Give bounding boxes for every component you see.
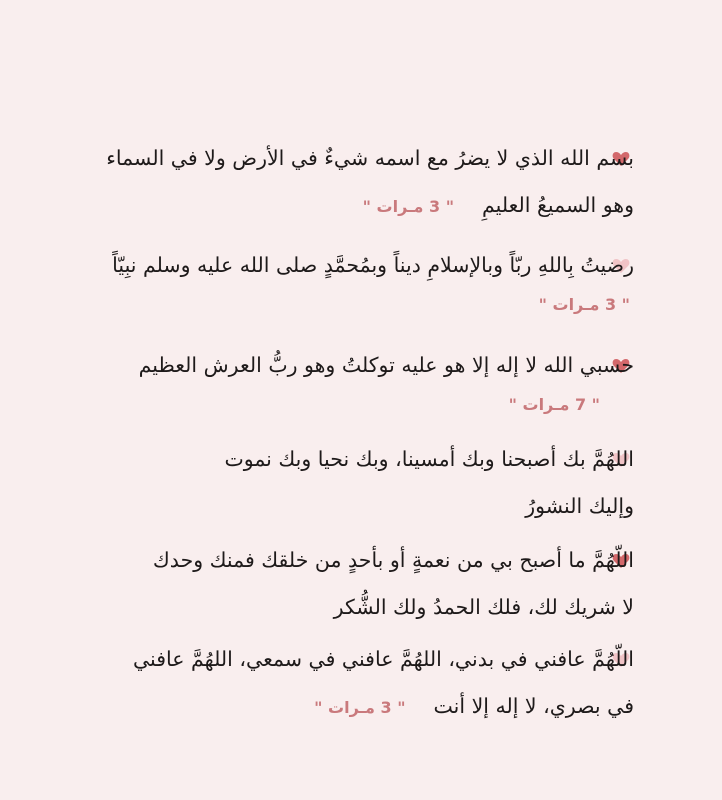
dhikr-text: رضيتُ بِاللهِ ربّاً وبالإسلامِ ديناً وبمُحمَّدٍ صلى الله عليه وسلم نبِيّاً: [112, 253, 634, 277]
repeat-count: " 7 مـرات ": [508, 395, 600, 414]
dhikr-item: [74, 350, 634, 417]
dhikr-item: [74, 644, 634, 722]
dhikr-text-line-2: وإليك النشورُ: [525, 494, 634, 518]
dhikr-text-line-2: لا شريك لك، فلك الحمدُ ولك الشُّكر: [333, 595, 634, 619]
dhikr-item: [74, 444, 634, 522]
repeat-count: " 3 مـرات ": [314, 698, 406, 717]
dhikr-text: اللّهُمَّ عافني في بدني، اللهُمَّ عافني في سمعي، اللهُمَّ عافني: [132, 647, 634, 671]
dhikr-item: [74, 250, 634, 317]
dhikr-text-line-2: وهو السميعُ العليمِ" 3 مـرات ": [74, 190, 634, 221]
dhikr-text: اللهُمَّ بك أصبحنا وبك أمسينا، وبك نحيا وبك نموت: [224, 447, 634, 471]
dhikr-text: اللّهُمَّ ما أصبح بي من نعمةٍ أو بأحدٍ من خلقك فمنك وحدك: [152, 548, 634, 572]
dhikr-text: حسبي الله لا إله إلا هو عليه توكلتُ وهو ربُّ العرش العظيم: [138, 353, 634, 377]
dhikr-item: [74, 545, 634, 623]
dhikr-text: بسم الله الذي لا يضرُ مع اسمه شيءٌ في الأرض ولا في السماء: [106, 146, 634, 170]
repeat-count: " 3 مـرات ": [538, 295, 630, 314]
dhikr-text-line-2: في بصري، لا إله إلا أنت" 3 مـرات ": [74, 691, 634, 722]
dhikr-item: [74, 143, 634, 221]
repeat-count: " 3 مـرات ": [362, 197, 455, 216]
